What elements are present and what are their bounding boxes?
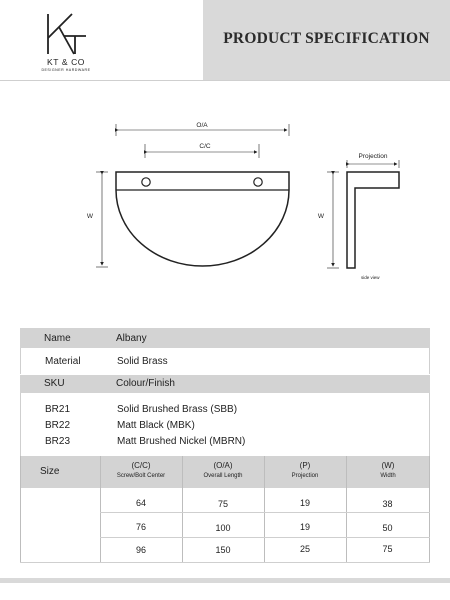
p-cell: 25 (299, 544, 310, 554)
cc-cell: 76 (135, 522, 146, 532)
brand-name: KT & CO (46, 57, 86, 67)
page-title: PRODUCT SPECIFICATION (223, 30, 430, 47)
finish-name: Matt Brushed Nickel (MBRN) (117, 436, 246, 447)
oa-cell: 150 (215, 545, 231, 555)
column-code: (O/A) (213, 461, 233, 470)
material-label: Material (45, 356, 81, 367)
name-label: Name (44, 333, 71, 344)
header-divider (0, 80, 450, 81)
column-code: (C/C) (131, 461, 151, 470)
sku-code: BR23 (45, 436, 71, 447)
p-cell: 19 (299, 498, 310, 508)
column-header-w (346, 461, 430, 479)
side-view-caption: side view (361, 275, 380, 280)
size-header-row (20, 456, 430, 488)
w-cell: 75 (382, 544, 393, 554)
size-label: Size (40, 466, 60, 477)
kt-logo-icon (42, 12, 92, 56)
name-value: Albany (116, 333, 147, 344)
w-cell: 38 (382, 499, 393, 509)
column-header-oa (182, 461, 264, 479)
column-header-cc (100, 461, 182, 479)
cc-cell: 64 (135, 498, 146, 508)
side-width-dimension (318, 172, 339, 268)
projection-dimension (347, 153, 399, 168)
oa-cell: 100 (215, 523, 231, 533)
column-code: (W) (381, 461, 395, 470)
finish-label: Colour/Finish (116, 378, 175, 389)
finishes-row (20, 393, 430, 456)
column-desc: Width (380, 473, 396, 479)
screw-hole-left (142, 178, 150, 186)
cc-cell: 96 (135, 545, 146, 555)
sku-code: BR22 (45, 420, 71, 431)
screw-hole-right (254, 178, 262, 186)
header-title-area (203, 0, 450, 80)
technical-drawing (0, 110, 450, 290)
finish-name: Matt Black (MBK) (117, 420, 195, 431)
finish-name: Solid Brushed Brass (SBB) (117, 404, 238, 415)
column-desc: Projection (291, 473, 319, 479)
header-logo-area (0, 0, 203, 80)
front-view-outline (116, 172, 289, 266)
width-label: W (86, 213, 94, 220)
column-desc: Screw/Bolt Center (116, 473, 166, 479)
centres-dimension (145, 143, 259, 158)
name-row (20, 328, 430, 348)
overall-length-dimension (116, 122, 289, 136)
column-header-p (264, 461, 346, 479)
side-width-label: W (317, 213, 325, 220)
overall-length-label: O/A (196, 122, 208, 129)
side-view-outline (347, 172, 399, 268)
oa-cell: 75 (217, 499, 228, 509)
material-value: Solid Brass (117, 356, 168, 367)
column-desc: Overall Length (203, 473, 243, 479)
footer-bar (0, 578, 450, 583)
centres-label: C/C (199, 143, 211, 150)
material-row (20, 348, 430, 374)
sku-label: SKU (44, 378, 65, 389)
column-code: (P) (299, 461, 311, 470)
sku-header-row (20, 375, 430, 393)
sku-code: BR21 (45, 404, 71, 415)
projection-label: Projection (358, 153, 388, 160)
w-cell: 50 (382, 523, 393, 533)
p-cell: 19 (299, 522, 310, 532)
width-dimension (87, 172, 108, 267)
brand-tagline: DESIGNER HARDWARE (41, 68, 91, 72)
